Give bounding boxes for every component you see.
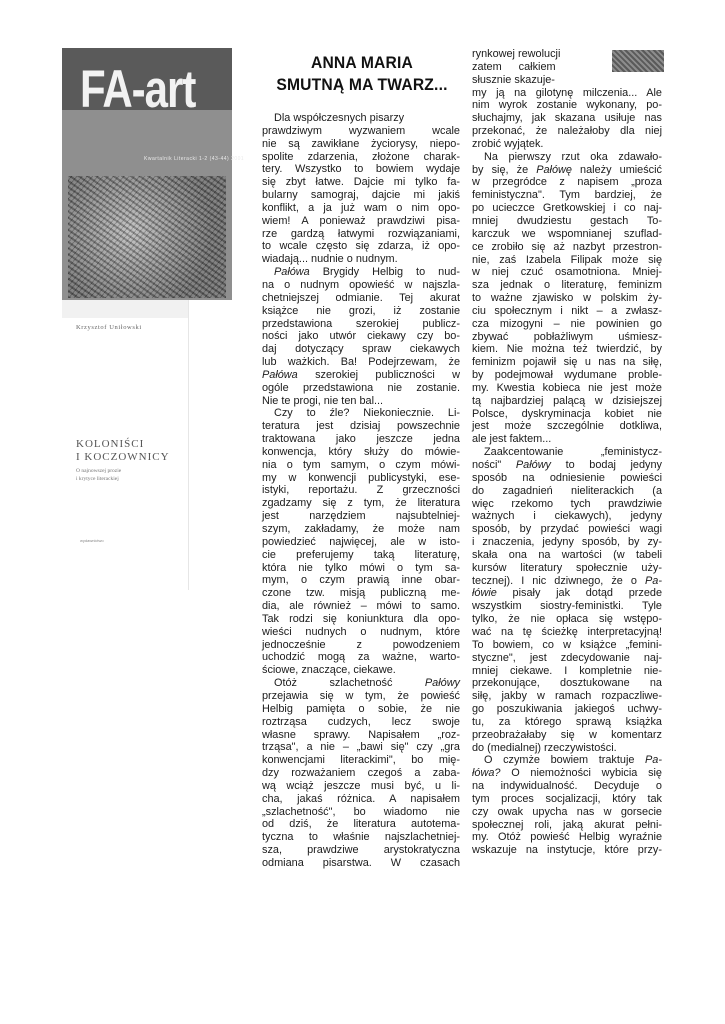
- text-line: to ważne zjawisko w polskim ży-: [472, 292, 662, 305]
- text-line: nia o tym samym, o czym mówi-: [262, 458, 460, 471]
- text-line: w niej czuć osamotniona. Mniej-: [472, 266, 662, 279]
- text-line: zatem całkiem: [472, 60, 556, 73]
- text-line: tą najbardziej palącą w dzisiejszej: [472, 394, 662, 407]
- text-line: Czy to źle? Niekoniecznie. Li-: [274, 407, 460, 420]
- text-line: bularny samograj, dajcie mi jakiś: [262, 189, 460, 202]
- text-line: przejawia się w tym, że powieść: [262, 689, 460, 702]
- text-line: Tak rodzi się koniunktura dla opo-: [262, 612, 460, 625]
- magazine-logo: FA-art: [80, 59, 196, 119]
- text-line: kursów literatury społecznie uży-: [472, 561, 662, 574]
- text-line: na indywidualność. Decyduje o: [472, 780, 662, 793]
- text-line: mym, o czym prawią inne obar-: [262, 574, 460, 587]
- text-line: słuchajmy, jak skazana usiłuje nas: [472, 112, 662, 125]
- text-line: wą wciąż jeszcze musi być, u li-: [262, 779, 460, 792]
- text-line: cie preferujemy taką literaturę,: [262, 548, 460, 561]
- magazine-cover-image: [62, 48, 245, 300]
- text-line: by się, że Pałówę należy umieścić: [472, 163, 662, 176]
- text-line: ce zrobiło się aż nazbyt przestron-: [472, 240, 662, 253]
- book-author: Krzysztof Uniłowski: [76, 324, 142, 331]
- article-column-1: [262, 112, 460, 870]
- text-line: od dziś, że literatura autotema-: [262, 818, 460, 831]
- text-line: jest może szczególnie dotkliwa,: [472, 420, 662, 433]
- text-line: wskazuje na instytucje, które przy-: [472, 844, 662, 857]
- text-line: ściowe, znaczące, ciekawe.: [262, 664, 396, 677]
- text-line: konflikt, a ja już wam o nim opo-: [262, 201, 460, 214]
- text-line: przekonać, że należałoby dla niej: [472, 125, 662, 138]
- text-line: sza, prawdziwe arystokratyczna: [262, 844, 460, 857]
- text-line: powiedzieć najwięcej, ale w isto-: [262, 535, 460, 548]
- text-line: prawdziwym wyzwaniem wcale: [262, 124, 460, 137]
- text-line: nie są zawikłane życiorysy, niepo-: [262, 137, 460, 150]
- text-line: To bowiem, co w książce „femini-: [472, 638, 662, 651]
- text-line: nie, zaś Izabela Filipak może się: [472, 253, 662, 266]
- text-line: łówa? O niemożności wybicia się: [472, 767, 662, 780]
- text-line: ności jako utwór ciekawy czy bo-: [262, 330, 460, 343]
- text-line: Pałówa Brygidy Helbig to nud-: [274, 266, 460, 279]
- text-line: przeobrażałaby się w komentarz: [472, 728, 662, 741]
- text-line: spolite zdarzenia, złożone charak-: [262, 150, 460, 163]
- text-line: słusznie skazuje-: [472, 73, 555, 86]
- text-line: Zaakcentowanie „feministycz-: [484, 446, 662, 459]
- text-line: wiem! A ponieważ prawdziwi pisa-: [262, 214, 460, 227]
- text-line: czy owak upycha nas w gorsecie: [472, 805, 662, 818]
- text-line: sposób na odniesienie powieści: [472, 471, 662, 484]
- text-line: zbywać pobłażliwym uśmiesz-: [472, 330, 662, 343]
- text-line: zgadzamy się z tym, że literatura: [262, 497, 460, 510]
- text-line: Helbig pamięta o sobie, że nie: [262, 702, 460, 715]
- text-line: by podejmował wydumane proble-: [472, 369, 662, 382]
- text-line: lub ważkich. Ba! Podejrzewam, że: [262, 356, 460, 369]
- headline-line2: SMUTNĄ MA TWARZ...: [276, 75, 448, 94]
- text-line: łówie pisały jak dotąd przede: [472, 587, 662, 600]
- article-column-2: [472, 48, 662, 857]
- text-line: styczne", jest zdecydowanie naj-: [472, 651, 662, 664]
- text-line: Otóż szlachetność Pałówy: [274, 677, 460, 690]
- text-line: Nie te progi, nie ten bal...: [262, 394, 384, 407]
- text-line: odmiana pisarstwa. W czasach: [262, 856, 460, 869]
- text-line: ważnych i ciekawych), jedyny: [472, 510, 662, 523]
- text-line: konwencjami literackimi", bo mię-: [262, 754, 460, 767]
- text-line: dia, ale również – mówi to samo.: [262, 600, 460, 613]
- text-line: feministyczna". Tym bardziej, że: [472, 189, 662, 202]
- article-headline: [270, 52, 454, 96]
- text-line: siłę, jakby w ramach rozpaczliwe-: [472, 690, 662, 703]
- text-line: feminizm pojawił się u nas na siłę,: [472, 356, 662, 369]
- text-line: traktowana jako jeszcze jedna: [262, 433, 460, 446]
- text-line: na o nudnym opowieść w najszla-: [262, 278, 460, 291]
- text-line: wiadają... nudnie o nudnym.: [262, 253, 398, 266]
- headline-line1: ANNA MARIA: [310, 53, 414, 72]
- text-line: „szlachetność", bo wiadomo nie: [262, 805, 460, 818]
- text-line: uchodzić mogą za ważne, warto-: [262, 651, 460, 664]
- text-line: i znaczenia, jedyny sposób, by zy-: [472, 536, 662, 549]
- text-line: mniej dwudziestu gestach To-: [472, 214, 662, 227]
- text-line: w przegródce z napisem „proza: [472, 176, 662, 189]
- book-cover-strip: [62, 300, 188, 318]
- text-line: wieści nudnych o nudnym, które: [262, 625, 460, 638]
- text-line: roztrząsa cudzych, lecz swoje: [262, 715, 460, 728]
- text-line: teratura jest dzisiaj powszechnie: [262, 420, 460, 433]
- cover-issue-line: Kwartalnik Literacki 1-2 (43-44) 2001: [144, 156, 245, 162]
- text-line: jest narzędziem najsubtelniej-: [262, 510, 460, 523]
- text-line: ności" Pałówy to bodaj jedyny: [472, 459, 662, 471]
- text-line: tyczna to właśnie najszlachetniej-: [262, 831, 460, 844]
- text-line: go poszukiwania jakiegoś uchwy-: [472, 703, 662, 716]
- text-line: ogóle przedstawiona nie zostanie.: [262, 381, 460, 394]
- book-cover-image: [62, 300, 189, 590]
- text-line: nim wyrok zostanie wykonany, po-: [472, 99, 662, 112]
- book-title-line2: I KOCZOWNICY: [76, 451, 170, 463]
- text-line: my ją na gilotynę milczenia... Ale: [472, 86, 662, 99]
- text-line: rynkowej rewolucji: [472, 48, 561, 60]
- text-line: karczuk we wspomnianej szuflad-: [472, 227, 662, 240]
- text-line: ale jest faktem...: [472, 433, 552, 446]
- text-line: istyki, reportażu. Z grzeczności: [262, 484, 460, 497]
- text-line: czone tzw. misją publiczną me-: [262, 587, 460, 600]
- text-line: zrobić wyjątek.: [472, 137, 544, 150]
- text-line: O czymże bowiem traktuje Pa-: [484, 754, 662, 767]
- text-line: rze gardzą łatwymi rozwiązaniami,: [262, 227, 460, 240]
- book-subtitle-line2: i krytyce literackiej: [76, 476, 119, 482]
- text-line: trząsa", a nie – „bawi się" czy „gra: [262, 741, 460, 754]
- text-line: do (medialnej) rzeczywistości.: [472, 741, 617, 754]
- text-line: cha, jakaś różnica. A napisałem: [262, 792, 460, 805]
- text-line: to wcale często się zdarza, iż opo-: [262, 240, 460, 253]
- text-line: do zagadnień nieliterackich (a: [472, 484, 662, 497]
- book-title-line1: KOLONIŚCI: [76, 438, 145, 450]
- text-line: wszystkim siostry-feministki. Tyle: [472, 600, 662, 613]
- text-line: przekonujące, dosztukowane na: [472, 677, 662, 690]
- text-line: daj dotyczący spraw ciekawych: [262, 343, 460, 356]
- text-line: dzy rozważaniem czegoś a zaba-: [262, 767, 460, 780]
- text-line: Polsce, dyskryminacja kobiet nie: [472, 407, 662, 420]
- text-line: przedstawiona szerokiej publicz-: [262, 317, 460, 330]
- text-line: książce nie grozi, iż zostanie: [262, 304, 460, 317]
- text-line: wać na tę ścieżkę interpretacyjną!: [472, 625, 662, 638]
- text-line: tylko, że nie opłaca się wstępo-: [472, 613, 662, 626]
- text-line: my w konwencji publicystyki, ese-: [262, 471, 460, 484]
- text-line: my. Otóż powieść Helbig wyraźnie: [472, 831, 662, 844]
- text-line: która nie tylko mówi o tym sa-: [262, 561, 460, 574]
- text-line: tu, za którego sprawą książka: [472, 715, 662, 728]
- text-line: konwencja, który służy do mówie-: [262, 445, 460, 458]
- text-line: sposób, by przydać powieści wagi: [472, 523, 662, 536]
- text-line: ciu społecznym i nikt – a zwłasz-: [472, 304, 662, 317]
- text-line: Dla współczesnych pisarzy: [274, 112, 405, 124]
- cover-artwork: [68, 176, 226, 298]
- text-line: cza mizogyni – nie powinien go: [472, 317, 662, 330]
- text-line: tym proces socjalizacji, który tak: [472, 792, 662, 805]
- text-line: więc rzekomo tych prawdziwie: [472, 497, 662, 510]
- text-line: społecznej roli, jaką akurat pełni-: [472, 818, 662, 831]
- text-line: po ucieczce Gretkowskiej i co naj-: [472, 202, 662, 215]
- text-line: jednocześnie z powodzeniem: [262, 638, 460, 651]
- text-line: się zbyt łatwe. Dajcie mi tylko fa-: [262, 176, 460, 189]
- text-line: Na pierwszy rzut oka zdawało-: [484, 150, 662, 163]
- text-line: my. Kwestia kobieca nie jest może: [472, 381, 662, 394]
- text-line: tery. Wszystko to bowiem wydaje: [262, 163, 460, 176]
- text-line: skała ona na wartości (w tabeli: [472, 548, 662, 561]
- book-subtitle-line1: O najnowszej prozie: [76, 468, 122, 474]
- text-line: własne sprawy. Napisałem „roz-: [262, 728, 460, 741]
- text-line: sza jednak o literaturę, feminizm: [472, 279, 662, 292]
- text-line: mniej ciekawe. I kompletnie nie-: [472, 664, 662, 677]
- text-line: kiem. Nie można też twierdzić, by: [472, 343, 662, 356]
- book-publisher: wydawnictwo: [80, 538, 104, 543]
- text-line: chetniejszej odmianie. Tej akurat: [262, 291, 460, 304]
- text-line: tecznej). I nic dziwnego, że o Pa-: [472, 574, 662, 587]
- text-line: szym, zakładamy, że może nam: [262, 523, 460, 535]
- text-line: Pałówa szerokiej publiczności w: [262, 368, 460, 381]
